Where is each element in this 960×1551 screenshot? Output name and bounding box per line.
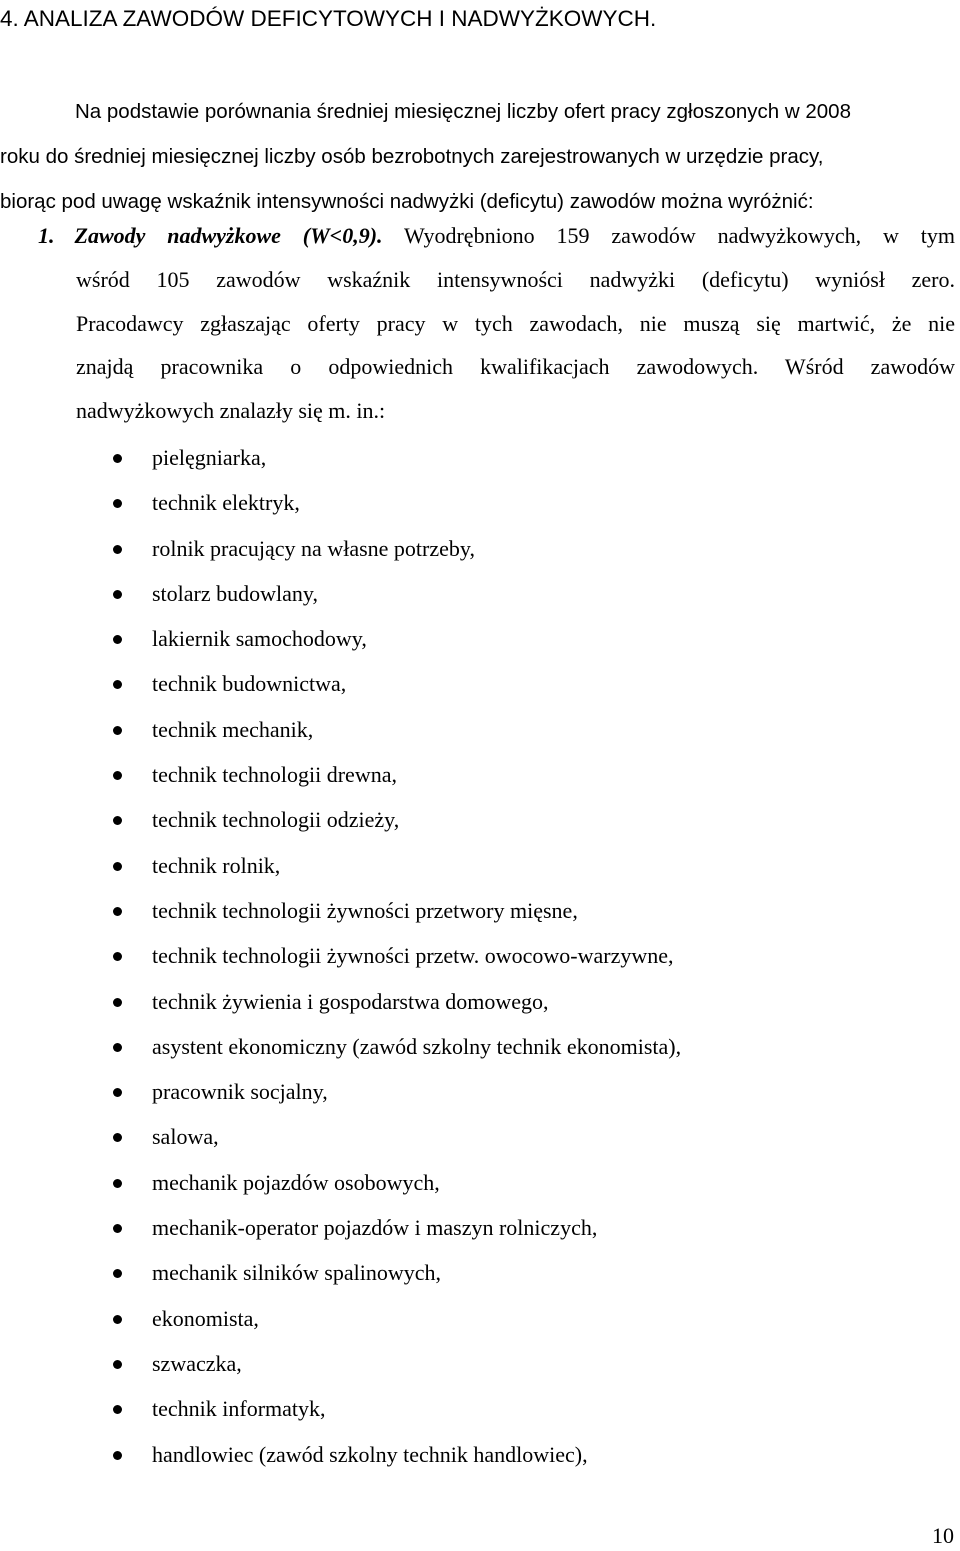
occupation-label: ekonomista, [152, 1305, 259, 1331]
occupation-label: technik żywienia i gospodarstwa domowego, [152, 988, 549, 1014]
intro-line: biorąc pod uwagę wskaźnik intensywności nadwyżki (deficytu) zawodów można wyróżnić: [0, 190, 814, 213]
occupation-label: technik informatyk, [152, 1396, 326, 1422]
bullet-icon [113, 952, 122, 961]
bullet-icon [113, 1179, 122, 1188]
bullet-icon [113, 726, 122, 735]
list-item [0, 1341, 960, 1386]
surplus-occupations-section [0, 214, 960, 433]
list-item [0, 1160, 960, 1205]
list-item [0, 661, 960, 706]
occupation-label: salowa, [152, 1124, 219, 1150]
occupation-label: handlowiec (zawód szkolny technik handlowiec), [152, 1441, 588, 1467]
list-item [0, 707, 960, 752]
section-text: Wyodrębniono 159 zawodów nadwyżkowych, w tym [404, 223, 955, 248]
bullet-icon [113, 816, 122, 825]
occupation-list [0, 435, 960, 1477]
bullet-icon [113, 590, 122, 599]
occupation-label: technik technologii żywności przetwory mięsne, [152, 897, 578, 923]
list-item [0, 1432, 960, 1477]
section-title: Zawody nadwyżkowe (W<0,9). [74, 223, 383, 248]
list-item [0, 752, 960, 797]
section-line: wśród 105 zawodów wskaźnik intensywności nadwyżki (deficytu) wyniósł zero. [76, 266, 955, 292]
list-item [0, 1250, 960, 1295]
occupation-label: szwaczka, [152, 1350, 242, 1376]
occupation-label: technik mechanik, [152, 716, 314, 742]
list-item [0, 843, 960, 888]
section-line [0, 214, 955, 258]
occupation-label: rolnik pracujący na własne potrzeby, [152, 535, 475, 561]
bullet-icon [113, 1315, 122, 1324]
list-item [0, 1069, 960, 1114]
occupation-label: technik technologii odzieży, [152, 807, 400, 833]
occupation-label: technik rolnik, [152, 852, 281, 878]
occupation-label: mechanik silników spalinowych, [152, 1260, 442, 1286]
occupation-label: stolarz budowlany, [152, 580, 318, 606]
list-item [0, 571, 960, 616]
bullet-icon [113, 1043, 122, 1052]
bullet-icon [113, 771, 122, 780]
list-item [0, 616, 960, 661]
list-item [0, 1024, 960, 1069]
bullet-icon [113, 499, 122, 508]
occupation-label: asystent ekonomiczny (zawód szkolny technik ekonomista), [152, 1033, 682, 1059]
list-item [0, 526, 960, 571]
list-item [0, 435, 960, 480]
bullet-icon [113, 1133, 122, 1142]
intro-line: roku do średniej miesięcznej liczby osób bezrobotnych zarejestrowanych w urzędzie pracy, [0, 145, 824, 168]
section-line: Pracodawcy zgłaszając oferty pracy w tych zawodach, nie muszą się martwić, że nie [76, 310, 955, 336]
list-item [0, 933, 960, 978]
occupation-label: mechanik pojazdów osobowych, [152, 1169, 440, 1195]
bullet-icon [113, 907, 122, 916]
occupation-label: pielęgniarka, [152, 445, 267, 470]
list-item [0, 1114, 960, 1159]
bullet-icon [113, 1269, 122, 1278]
bullet-icon [113, 1088, 122, 1097]
bullet-icon [113, 1451, 122, 1460]
occupation-label: pracownik socjalny, [152, 1079, 328, 1105]
section-number: 1. [38, 223, 55, 248]
page-number: 10 [932, 1523, 954, 1548]
list-item [0, 480, 960, 525]
bullet-icon [113, 635, 122, 644]
list-item [0, 1205, 960, 1250]
list-item [0, 1296, 960, 1341]
bullet-icon [113, 545, 122, 554]
occupation-label: mechanik-operator pojazdów i maszyn rolniczych, [152, 1215, 598, 1241]
intro-paragraph [0, 89, 960, 224]
occupation-label: technik technologii żywności przetw. owocowo-warzywne, [152, 943, 674, 969]
section-line: nadwyżkowych znalazły się m. in.: [76, 398, 386, 423]
bullet-icon [113, 1224, 122, 1233]
bullet-icon [113, 454, 122, 463]
list-item [0, 888, 960, 933]
section-heading: 4. ANALIZA ZAWODÓW DEFICYTOWYCH I NADWYŻKOWYCH. [0, 6, 657, 31]
occupation-label: lakiernik samochodowy, [152, 626, 367, 652]
bullet-icon [113, 1405, 122, 1414]
list-item [0, 979, 960, 1024]
bullet-icon [113, 998, 122, 1007]
occupation-label: technik technologii drewna, [152, 762, 397, 788]
occupation-label: technik budownictwa, [152, 671, 347, 697]
bullet-icon [113, 680, 122, 689]
intro-line: Na podstawie porównania średniej miesięcznej liczby ofert pracy zgłoszonych w 2008 [75, 100, 851, 123]
section-line: znajdą pracownika o odpowiednich kwalifikacjach zawodowych. Wśród zawodów [76, 354, 955, 380]
occupation-label: technik elektryk, [152, 490, 300, 516]
list-item [0, 797, 960, 842]
bullet-icon [113, 1360, 122, 1369]
bullet-icon [113, 862, 122, 871]
list-item [0, 1386, 960, 1431]
